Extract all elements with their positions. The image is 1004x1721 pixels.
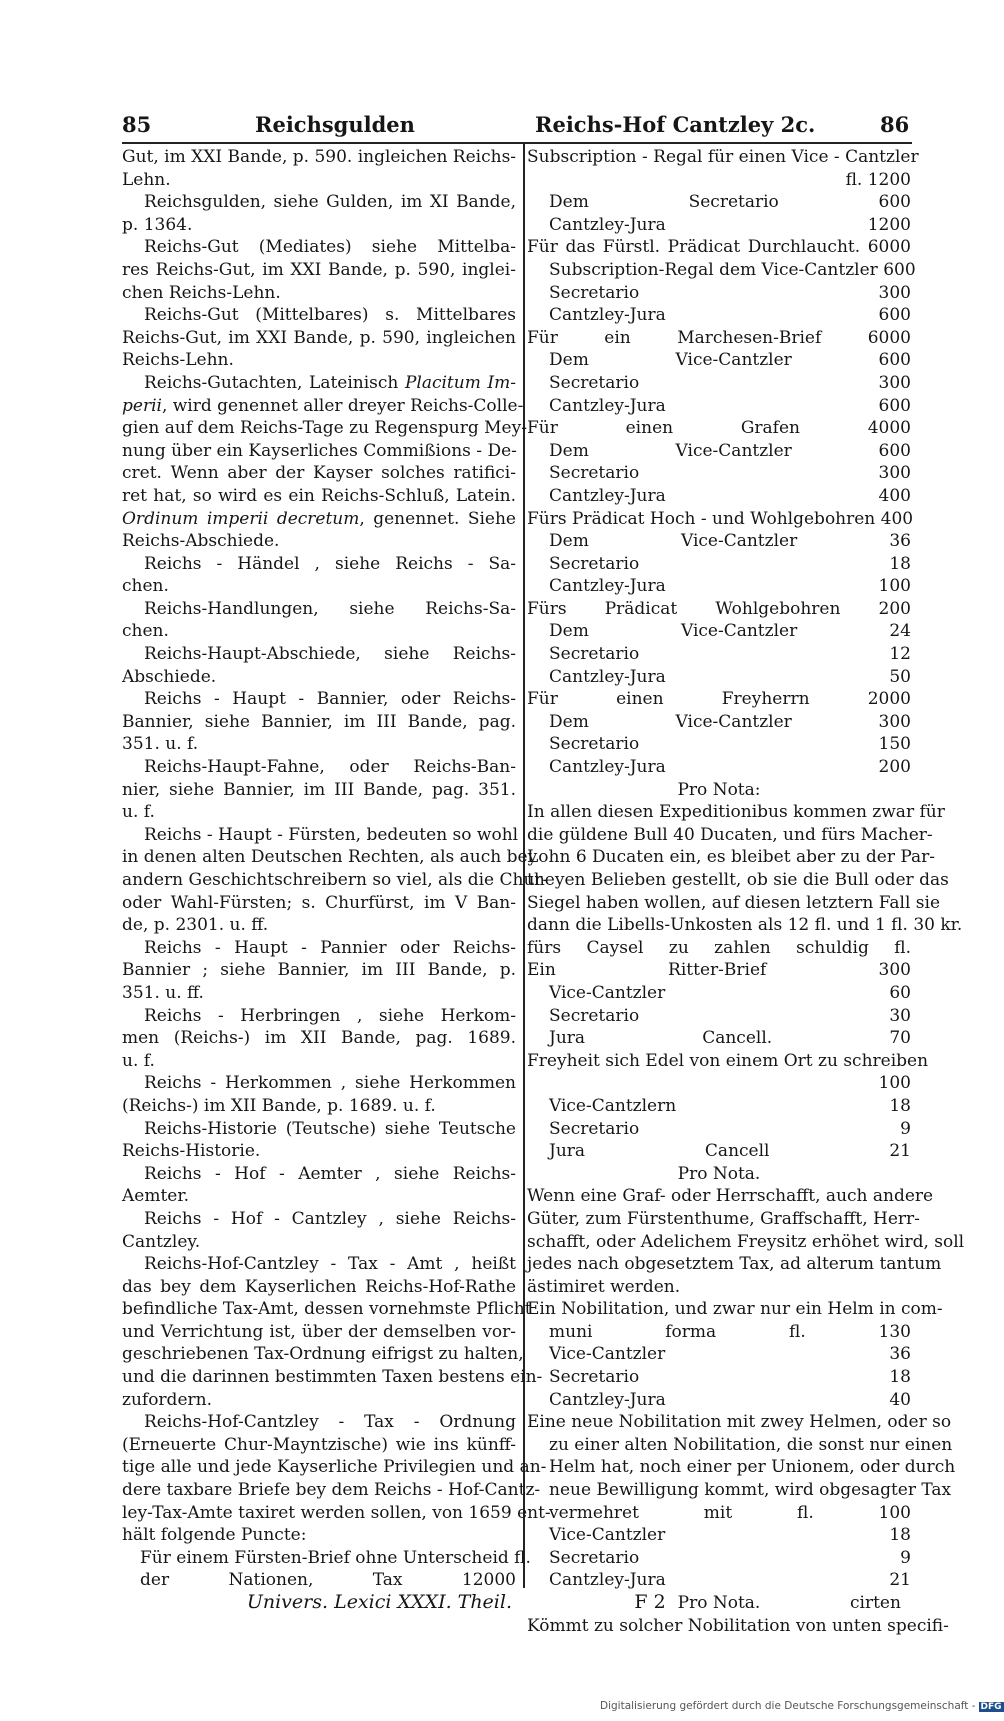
text-line: Siegel haben wollen, auf diesen letztern Fall sie — [527, 892, 941, 913]
tax-line: Secretario 300 — [549, 282, 911, 303]
text-line: Güter, zum Fürstenthume, Graffschafft, Herr- — [527, 1208, 920, 1229]
tax-line: Cantzley-Jura 400 — [549, 485, 911, 506]
text-line: oder Wahl-Fürsten; s. Churfürst, im V Ban- — [122, 892, 516, 913]
text-line: Subscription - Regal für einen Vice - Cantzler — [527, 147, 919, 167]
text-line: (Erneuerte Chur-Mayntzische) wie ins künff- — [122, 1434, 516, 1455]
left-page-number: 85 — [122, 112, 152, 137]
text-line: die güldene Bull 40 Ducaten, und fürs Macher- — [527, 824, 933, 845]
tax-line: Cantzley-Jura 40 — [549, 1389, 911, 1410]
entry-head: Reichs - Hof - Aemter , siehe Reichs- — [144, 1163, 516, 1184]
text-line: gien auf dem Reichs-Tage zu Regenspurg Mey- — [122, 418, 527, 439]
text-line: chen. — [122, 621, 169, 642]
text-line: Ordinum imperii decretum, genennet. Siehe — [122, 508, 516, 529]
tax-line: Jura Cancell. 70 — [549, 1028, 911, 1049]
text-line: Lehn. — [122, 169, 171, 190]
text-line: und Verrichtung ist, über der demselben vor- — [122, 1321, 516, 1342]
text-line: befindliche Tax-Amt, dessen vornehmste Pflicht — [122, 1299, 532, 1320]
right-running-title: Reichs-Hof Cantzley 2c. — [535, 112, 816, 137]
text-line: 351. u. f. — [122, 734, 199, 755]
entry-head: Reichs - Herbringen , siehe Herkom- — [144, 1005, 516, 1026]
tax-line: Vice-Cantzlern 18 — [549, 1095, 911, 1116]
tax-line: Vice-Cantzler 60 — [549, 982, 911, 1003]
text-line: das bey dem Kayserlichen Reichs-Hof-Rathe — [122, 1276, 516, 1297]
text-line: zu einer alten Nobilitation, die sonst nur einen — [549, 1434, 953, 1455]
tax-line: Secretario 300 — [549, 372, 911, 393]
text-line: nung über ein Kayserliches Commißions - De- — [122, 440, 517, 461]
text-line: ästimiret werden. — [527, 1276, 681, 1297]
text-line: Aemter. — [122, 1186, 190, 1207]
tax-line: der Nationen, Tax 12000 — [140, 1570, 516, 1591]
text-line: ret hat, so wird es ein Reichs-Schluß, Latein. — [122, 485, 516, 506]
text-line: u. f. — [122, 802, 155, 823]
digitization-credit — [600, 1700, 1002, 1712]
tax-line: Vice-Cantzler 36 — [549, 1344, 911, 1365]
text-line: Reichs-Lehn. — [122, 350, 234, 371]
text-line: men (Reichs-) im XII Bande, pag. 1689. — [122, 1028, 516, 1049]
text-line: Abschiede. — [122, 666, 217, 687]
text-line: zufordern. — [122, 1389, 212, 1410]
tax-line: Dem Vice-Cantzler 300 — [549, 711, 911, 732]
tax-line: vermehret mit fl. 100 — [549, 1502, 911, 1523]
tax-line: Für ein Marchesen-Brief 6000 — [527, 327, 911, 348]
tax-line: Dem Vice-Cantzler 600 — [549, 440, 911, 461]
text-line: Kömmt zu solcher Nobilitation von unten specifi- — [527, 1615, 949, 1636]
entry-head: Reichs-Haupt-Fahne, oder Reichs-Ban- — [144, 757, 516, 778]
text-line: Ein Nobilitation, und zwar nur ein Helm in com- — [527, 1299, 943, 1320]
text-line: 351. u. ff. — [122, 982, 204, 1003]
text-line: dann die Libells-Unkosten als 12 fl. und 1 fl. 30 kr. — [527, 915, 963, 936]
tax-line: Cantzley-Jura 100 — [549, 576, 911, 597]
text-line: und die darinnen bestimmten Taxen bestens ein- — [122, 1367, 543, 1388]
text-line: hält folgende Puncte: — [122, 1525, 307, 1546]
tax-line: Dem Vice-Cantzler 24 — [549, 621, 911, 642]
text-line: andern Geschichtschreibern so viel, als die Chur- — [122, 870, 549, 890]
tax-line: Cantzley-Jura 1200 — [549, 214, 911, 235]
text-line: u. f. — [122, 1050, 155, 1071]
text-line: Eine neue Nobilitation mit zwey Helmen, oder so — [527, 1412, 952, 1433]
tax-line: muni forma fl. 130 — [549, 1321, 911, 1342]
right-page-number: 86 — [880, 112, 910, 137]
tax-line: Für einen Grafen 4000 — [527, 418, 911, 439]
text-line: chen. — [122, 576, 169, 597]
tax-line: Fürs Prädicat Hoch - und Wohlgebohren 400 — [527, 508, 914, 529]
entry-head: Reichs-Historie (Teutsche) siehe Teutsche — [144, 1118, 516, 1139]
tax-line: Für einen Freyherrn 2000 — [527, 689, 911, 710]
tax-line: Vice-Cantzler 18 — [549, 1525, 911, 1546]
tax-line: Secretario 18 — [549, 1367, 911, 1388]
tax-amount-line: 100 — [878, 1073, 911, 1094]
text-line: Cantzley. — [122, 1231, 201, 1252]
entry-head: Reichs - Haupt - Bannier, oder Reichs- — [144, 689, 516, 710]
text-line: Freyheit sich Edel von einem Ort zu schreiben — [527, 1050, 929, 1071]
entry-head: Reichs-Hof-Cantzley - Tax - Ordnung — [144, 1412, 516, 1433]
header-rule — [122, 142, 912, 144]
tax-line: Fürs Prädicat Wohlgebohren 200 — [527, 598, 911, 619]
text-line: geschriebenen Tax-Ordnung eifrigst zu halten, — [122, 1344, 524, 1365]
text-line: In allen diesen Expeditionibus kommen zwar für — [527, 802, 945, 823]
tax-line: Secretario 18 — [549, 553, 911, 574]
tax-line: Cantzley-Jura 200 — [549, 757, 911, 778]
text-line: Gut, im XXI Bande, p. 590. ingleichen Reichs- — [122, 147, 517, 167]
text-line: Helm hat, noch einer per Unionem, oder durch — [549, 1457, 956, 1478]
entry-head: Reichs-Gutachten, Lateinisch Placitum Im- — [144, 372, 516, 393]
tax-amount-line: fl. 1200 — [845, 169, 911, 190]
signature-mark: F 2 — [634, 1591, 666, 1613]
tax-line: Secretario 30 — [549, 1005, 911, 1026]
tax-line: Secretario 150 — [549, 734, 911, 755]
text-line: Lohn 6 Ducaten ein, es bleibet aber zu der Par- — [527, 847, 936, 868]
entry-head: Reichs - Haupt - Pannier oder Reichs- — [144, 937, 516, 958]
text-line: Reichs-Gut, im XXI Bande, p. 590, ingleichen — [122, 327, 516, 348]
entry-head: Reichs-Hof-Cantzley - Tax - Amt , heißt — [144, 1254, 516, 1275]
text-line: res Reichs-Gut, im XXI Bande, p. 590, inglei- — [122, 259, 516, 280]
text-line: p. 1364. — [122, 214, 193, 235]
text-line: Reichs-Historie. — [122, 1141, 261, 1162]
pro-nota-heading: Pro Nota. — [677, 1163, 761, 1184]
tax-line: Secretario 300 — [549, 463, 911, 484]
entry-head: Reichs - Haupt - Fürsten, bedeuten so wohl — [144, 824, 519, 845]
right-column — [527, 146, 965, 1637]
dfg-logo: DFG — [980, 1702, 1002, 1712]
text-line: fürs Caysel zu zahlen schuldig fl. — [527, 937, 911, 958]
credit-text: Digitalisierung gefördert durch die Deutsche Forschungsgemeinschaft - — [600, 1700, 976, 1712]
pro-nota-heading: Pro Nota: — [677, 779, 761, 800]
text-line: neue Bewilligung kommt, wird obgesagter Tax — [549, 1480, 952, 1501]
text-line: schafft, oder Adelichem Freysitz erhöhet wird, soll — [527, 1231, 965, 1252]
text-line: de, p. 2301. u. ff. — [122, 915, 269, 936]
tax-line: Secretario 9 — [549, 1547, 911, 1568]
entry-head: Reichs-Gut (Mittelbares) s. Mittelbares — [144, 305, 516, 326]
tax-line: Dem Vice-Cantzler 600 — [549, 350, 911, 371]
tax-line: Dem Secretario 600 — [549, 192, 911, 213]
entry-head: Reichs-Haupt-Abschiede, siehe Reichs- — [144, 644, 516, 665]
text-line: Bannier ; siehe Bannier, im III Bande, p. — [122, 960, 516, 981]
text-line: in denen alten Deutschen Rechten, als auch bey — [122, 847, 538, 868]
text-line: dere taxbare Briefe bey dem Reichs - Hof-Cantz- — [122, 1480, 541, 1501]
volume-footer: Univers. Lexici XXXI. Theil. — [246, 1591, 512, 1613]
tax-line: Dem Vice-Cantzler 36 — [549, 531, 911, 552]
entry-head: Reichs-Handlungen, siehe Reichs-Sa- — [144, 598, 516, 619]
tax-line: Cantzley-Jura 600 — [549, 395, 911, 416]
pro-nota-heading: Pro Nota. — [677, 1593, 761, 1613]
text-line: Reichs-Abschiede. — [122, 531, 280, 552]
tax-line: Für einem Fürsten-Brief ohne Unterscheid fl. — [140, 1547, 531, 1568]
tax-line: Jura Cancell 21 — [549, 1141, 911, 1162]
left-running-title: Reichsgulden — [255, 112, 415, 137]
tax-line: Cantzley-Jura 50 — [549, 666, 911, 687]
text-line: Bannier, siehe Bannier, im III Bande, pag. — [122, 711, 516, 732]
left-column — [122, 146, 551, 1592]
text-line: tige alle und jede Kayserliche Privilegien und an- — [122, 1457, 547, 1478]
tax-line: Secretario 9 — [549, 1118, 911, 1139]
entry-head: Reichs - Hof - Cantzley , siehe Reichs- — [144, 1208, 516, 1229]
catchword: cirten — [850, 1593, 901, 1613]
tax-line: Cantzley-Jura 21 — [549, 1570, 911, 1591]
entry-head: Reichs - Händel , siehe Reichs - Sa- — [144, 553, 516, 574]
entry-head: Reichsgulden, siehe Gulden, im XI Bande, — [144, 192, 516, 213]
text-line: cret. Wenn aber der Kayser solches ratifici- — [122, 463, 516, 484]
text-line: nier, siehe Bannier, im III Bande, pag. 351. — [122, 779, 516, 800]
text-line: perii, wird genennet aller dreyer Reichs-Colle- — [122, 395, 524, 416]
text-line: chen Reichs-Lehn. — [122, 282, 281, 303]
entry-head: Reichs-Gut (Mediates) siehe Mittelba- — [144, 237, 516, 258]
text-line: jedes nach obgesetztem Tax, ad alterum tantum — [527, 1254, 942, 1275]
tax-line: Secretario 12 — [549, 644, 911, 665]
tax-line: Subscription-Regal dem Vice-Cantzler 600 — [549, 259, 916, 280]
entry-head: Reichs - Herkommen , siehe Herkommen — [144, 1073, 516, 1094]
text-line: ley-Tax-Amte taxiret werden sollen, von 1659 ent- — [122, 1502, 551, 1523]
text-line: Wenn eine Graf- oder Herrschafft, auch andere — [527, 1186, 934, 1207]
text-line: (Reichs-) im XII Bande, p. 1689. u. f. — [122, 1095, 436, 1116]
text-line: theyen Belieben gestellt, ob sie die Bull oder das — [527, 870, 949, 890]
tax-line: Für das Fürstl. Prädicat Durchlaucht. 6000 — [527, 237, 911, 258]
tax-line: Ein Ritter-Brief 300 — [527, 960, 911, 981]
tax-line: Cantzley-Jura 600 — [549, 305, 911, 326]
